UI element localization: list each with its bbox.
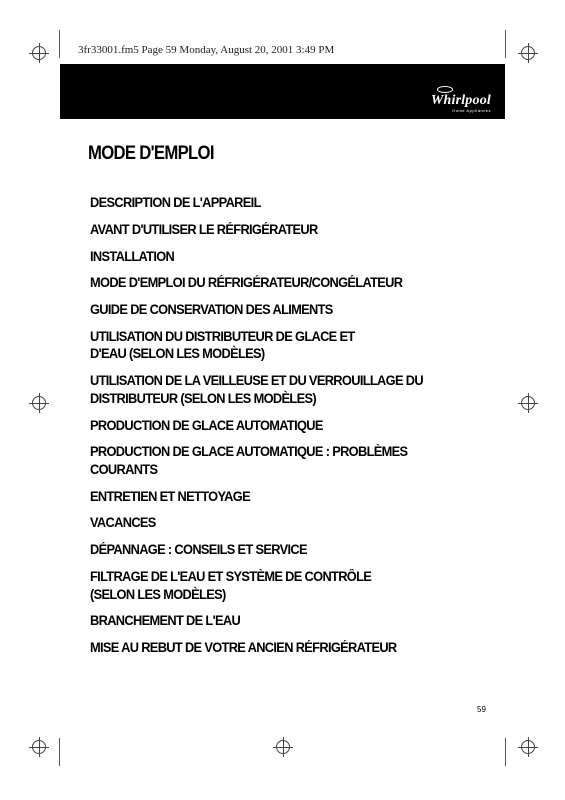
logo-swirl-icon — [437, 86, 453, 93]
page-title: MODE D'EMPLOI — [88, 143, 214, 164]
crop-mark — [505, 30, 506, 58]
file-info-header: 3fr33001.fm5 Page 59 Monday, August 20, 2001 3:49 PM — [78, 44, 335, 56]
registration-mark-bottom-left — [32, 740, 46, 754]
crop-mark — [59, 30, 60, 58]
toc-item: ENTRETIEN ET NETTOYAGE — [90, 488, 250, 504]
toc-item: BRANCHEMENT DE L'EAU — [90, 613, 241, 629]
toc-item: AVANT D'UTILISER LE RÉFRIGÉRATEUR — [90, 221, 318, 237]
toc-item: UTILISATION DE LA VEILLEUSE ET DU VERROUILLAGE DU DISTRIBUTEUR (SELON LES MODÈLES) — [90, 373, 423, 406]
toc-item: MISE AU REBUT DE VOTRE ANCIEN RÉFRIGÉRATEUR — [90, 640, 397, 656]
brand-band — [60, 64, 505, 119]
toc-item: INSTALLATION — [90, 248, 175, 264]
registration-mark-middle-left — [32, 396, 46, 410]
toc-item: GUIDE DE CONSERVATION DES ALIMENTS — [90, 302, 333, 318]
toc-item: MODE D'EMPLOI DU RÉFRIGÉRATEUR/CONGÉLATEUR — [90, 275, 403, 291]
registration-mark-bottom-right — [521, 740, 535, 754]
page-number: 59 — [477, 705, 486, 714]
registration-mark-bottom-center — [276, 740, 290, 754]
table-of-contents — [90, 194, 530, 666]
toc-item: DESCRIPTION DE L'APPAREIL — [90, 195, 261, 210]
toc-item: DÉPANNAGE : CONSEILS ET SERVICE — [90, 542, 307, 558]
toc-item: UTILISATION DU DISTRIBUTEUR DE GLACE ET D'EAU (SELON LES MODÈLES) — [90, 328, 355, 362]
whirlpool-logo — [431, 86, 491, 113]
toc-item: PRODUCTION DE GLACE AUTOMATIQUE — [90, 417, 323, 433]
crop-mark — [59, 738, 60, 766]
toc-item: FILTRAGE DE L'EAU ET SYSTÈME DE CONTRÔLE (SELON LES MODÈLES) — [90, 569, 372, 602]
logo-tagline: Home Appliances — [452, 108, 491, 113]
toc-item: PRODUCTION DE GLACE AUTOMATIQUE : PROBLÈMES COURANTS — [90, 444, 408, 477]
crop-mark — [505, 738, 506, 766]
registration-mark-top-left — [32, 46, 46, 60]
toc-item: VACANCES — [90, 515, 156, 531]
registration-mark-top-right — [521, 46, 535, 60]
logo-wordmark: Whirlpool — [430, 93, 491, 108]
